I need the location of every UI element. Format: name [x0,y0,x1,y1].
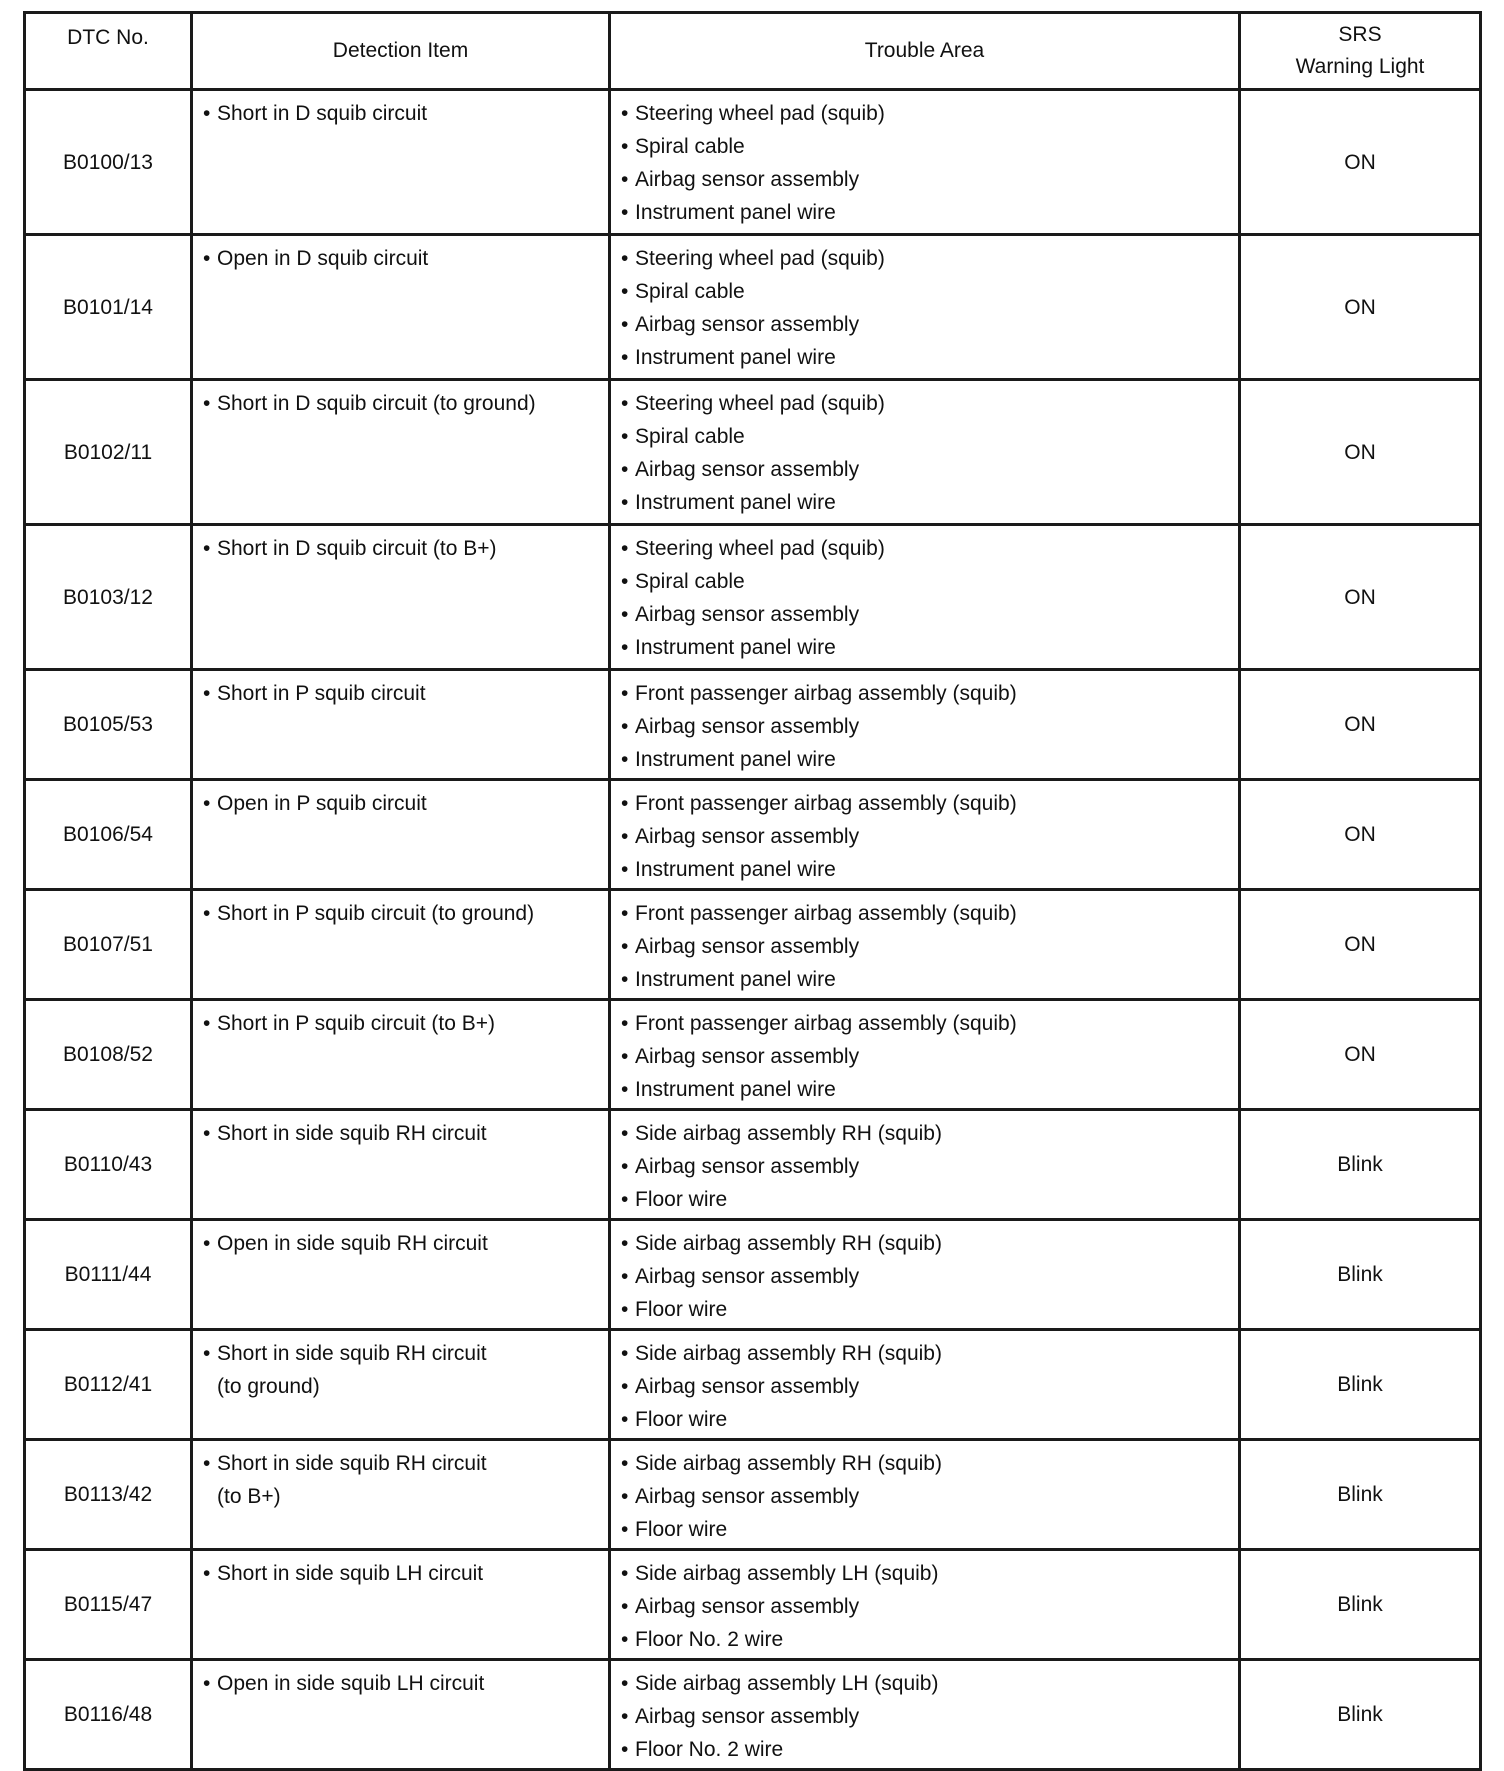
dtc-code-cell: B0112/41 [25,1330,192,1440]
trouble-area-cell [610,780,1240,890]
table-row [25,1220,1481,1330]
trouble-area-item: • Airbag sensor assembly [621,1260,1230,1293]
detection-item-cell [192,380,610,525]
table-row [25,1660,1481,1770]
dtc-code-cell: B0102/11 [25,380,192,525]
table-row [25,380,1481,525]
detection-item-text: • Short in side squib RH circuit [203,1337,600,1370]
trouble-area-item: • Instrument panel wire [621,1073,1230,1106]
header-dtc-no: DTC No. [25,13,192,90]
trouble-area-item: • Instrument panel wire [621,743,1230,776]
table-row [25,1110,1481,1220]
trouble-area-item: • Airbag sensor assembly [621,1150,1230,1183]
trouble-area-item: • Front passenger airbag assembly (squib) [621,787,1230,820]
detection-item-cell [192,1220,610,1330]
trouble-area-item: • Airbag sensor assembly [621,1700,1230,1733]
trouble-area-item: • Airbag sensor assembly [621,308,1230,341]
dtc-code-cell: B0108/52 [25,1000,192,1110]
table-row [25,670,1481,780]
dtc-code-cell: B0107/51 [25,890,192,1000]
trouble-area-cell [610,1550,1240,1660]
srs-warning-light-cell: Blink [1240,1550,1481,1660]
srs-warning-light-cell: ON [1240,780,1481,890]
srs-warning-light-cell: ON [1240,670,1481,780]
trouble-area-item: • Floor wire [621,1293,1230,1326]
trouble-area-cell [610,90,1240,235]
detection-item-text: • Short in P squib circuit [203,677,600,710]
header-srs-warning-light [1240,13,1481,90]
srs-warning-light-cell: Blink [1240,1220,1481,1330]
detection-item-text: • Short in side squib RH circuit [203,1447,600,1480]
detection-item-cell [192,670,610,780]
trouble-area-cell [610,525,1240,670]
trouble-area-item: • Spiral cable [621,275,1230,308]
trouble-area-cell [610,235,1240,380]
table-row [25,525,1481,670]
detection-item-cell [192,1330,610,1440]
trouble-area-item: • Instrument panel wire [621,963,1230,996]
trouble-area-item: • Instrument panel wire [621,341,1230,374]
detection-item-cell [192,1440,610,1550]
trouble-area-item: • Instrument panel wire [621,853,1230,886]
detection-item-text: • Short in side squib RH circuit [203,1117,600,1150]
srs-warning-light-cell: Blink [1240,1440,1481,1550]
trouble-area-item: • Side airbag assembly LH (squib) [621,1557,1230,1590]
trouble-area-item: • Airbag sensor assembly [621,820,1230,853]
dtc-code-cell: B0116/48 [25,1660,192,1770]
srs-warning-light-cell: Blink [1240,1110,1481,1220]
trouble-area-cell [610,1330,1240,1440]
detection-item-cell [192,1110,610,1220]
detection-item-cell [192,780,610,890]
dtc-code-cell: B0115/47 [25,1550,192,1660]
trouble-area-cell [610,1660,1240,1770]
trouble-area-item: • Steering wheel pad (squib) [621,242,1230,275]
trouble-area-cell [610,1110,1240,1220]
detection-item-text: • Short in D squib circuit (to ground) [203,387,600,420]
dtc-code-cell: B0113/42 [25,1440,192,1550]
detection-item-text: • Short in D squib circuit (to B+) [203,532,600,565]
trouble-area-item: • Airbag sensor assembly [621,710,1230,743]
detection-item-cell [192,525,610,670]
detection-item-text: • Open in P squib circuit [203,787,600,820]
trouble-area-item: • Instrument panel wire [621,196,1230,229]
table-row [25,235,1481,380]
trouble-area-item: • Steering wheel pad (squib) [621,97,1230,130]
detection-item-text: • Open in side squib LH circuit [203,1667,600,1700]
trouble-area-item: • Airbag sensor assembly [621,1370,1230,1403]
detection-item-text: • Short in P squib circuit (to ground) [203,897,600,930]
srs-warning-light-cell: ON [1240,525,1481,670]
dtc-code-cell: B0110/43 [25,1110,192,1220]
detection-item-text: • Short in P squib circuit (to B+) [203,1007,600,1040]
trouble-area-item: • Airbag sensor assembly [621,1590,1230,1623]
trouble-area-cell [610,890,1240,1000]
trouble-area-cell [610,1220,1240,1330]
trouble-area-cell [610,670,1240,780]
detection-item-cell [192,890,610,1000]
detection-item-text: • Open in D squib circuit [203,242,600,275]
trouble-area-item: • Side airbag assembly LH (squib) [621,1667,1230,1700]
trouble-area-item: • Airbag sensor assembly [621,1480,1230,1513]
trouble-area-item: • Floor No. 2 wire [621,1733,1230,1766]
trouble-area-cell [610,1000,1240,1110]
srs-warning-light-cell: ON [1240,890,1481,1000]
trouble-area-item: • Airbag sensor assembly [621,930,1230,963]
detection-item-cell [192,1660,610,1770]
detection-item-cell [192,235,610,380]
srs-warning-light-cell: ON [1240,1000,1481,1110]
dtc-code-cell: B0111/44 [25,1220,192,1330]
header-trouble-area: Trouble Area [610,13,1240,90]
trouble-area-item: • Steering wheel pad (squib) [621,532,1230,565]
srs-warning-light-cell: ON [1240,380,1481,525]
table-row [25,1330,1481,1440]
table-row [25,1000,1481,1110]
trouble-area-item: • Instrument panel wire [621,486,1230,519]
trouble-area-item: • Floor No. 2 wire [621,1623,1230,1656]
trouble-area-item: • Spiral cable [621,420,1230,453]
detection-item-text: (to B+) [217,1485,281,1508]
trouble-area-item: • Airbag sensor assembly [621,453,1230,486]
detection-item-cell [192,90,610,235]
trouble-area-item: • Instrument panel wire [621,631,1230,664]
table-body [25,90,1481,1770]
trouble-area-item: • Airbag sensor assembly [621,1040,1230,1073]
detection-item-text: (to ground) [217,1375,320,1398]
dtc-code-cell: B0105/53 [25,670,192,780]
header-detection-item: Detection Item [192,13,610,90]
detection-item-text: • Short in D squib circuit [203,97,600,130]
trouble-area-item: • Front passenger airbag assembly (squib) [621,897,1230,930]
trouble-area-item: • Steering wheel pad (squib) [621,387,1230,420]
trouble-area-item: • Front passenger airbag assembly (squib) [621,677,1230,710]
trouble-area-item: • Airbag sensor assembly [621,163,1230,196]
table-row [25,1440,1481,1550]
table-row [25,1550,1481,1660]
trouble-area-cell [610,380,1240,525]
trouble-area-item: • Side airbag assembly RH (squib) [621,1117,1230,1150]
trouble-area-item: • Airbag sensor assembly [621,598,1230,631]
srs-warning-light-cell: ON [1240,90,1481,235]
trouble-area-item: • Spiral cable [621,130,1230,163]
trouble-area-item: • Floor wire [621,1513,1230,1546]
trouble-area-item: • Front passenger airbag assembly (squib) [621,1007,1230,1040]
trouble-area-item: • Floor wire [621,1183,1230,1216]
srs-warning-light-cell: Blink [1240,1330,1481,1440]
header-srs-line2: Warning Light [1295,55,1425,78]
detection-item-text: • Open in side squib RH circuit [203,1227,600,1260]
srs-warning-light-cell: ON [1240,235,1481,380]
dtc-code-cell: B0106/54 [25,780,192,890]
dtc-code-cell: B0101/14 [25,235,192,380]
srs-warning-light-cell: Blink [1240,1660,1481,1770]
trouble-area-item: • Side airbag assembly RH (squib) [621,1227,1230,1260]
header-srs-line1: SRS [1338,23,1382,46]
table-header-row [25,13,1481,90]
detection-item-cell [192,1000,610,1110]
dtc-code-cell: B0103/12 [25,525,192,670]
trouble-area-item: • Side airbag assembly RH (squib) [621,1337,1230,1370]
trouble-area-item: • Floor wire [621,1403,1230,1436]
dtc-code-cell: B0100/13 [25,90,192,235]
detection-item-text: • Short in side squib LH circuit [203,1557,600,1590]
table-row [25,780,1481,890]
trouble-area-item: • Spiral cable [621,565,1230,598]
trouble-area-item: • Side airbag assembly RH (squib) [621,1447,1230,1480]
trouble-area-cell [610,1440,1240,1550]
table-row [25,890,1481,1000]
table-row [25,90,1481,235]
detection-item-cell [192,1550,610,1660]
dtc-table [23,11,1482,1771]
